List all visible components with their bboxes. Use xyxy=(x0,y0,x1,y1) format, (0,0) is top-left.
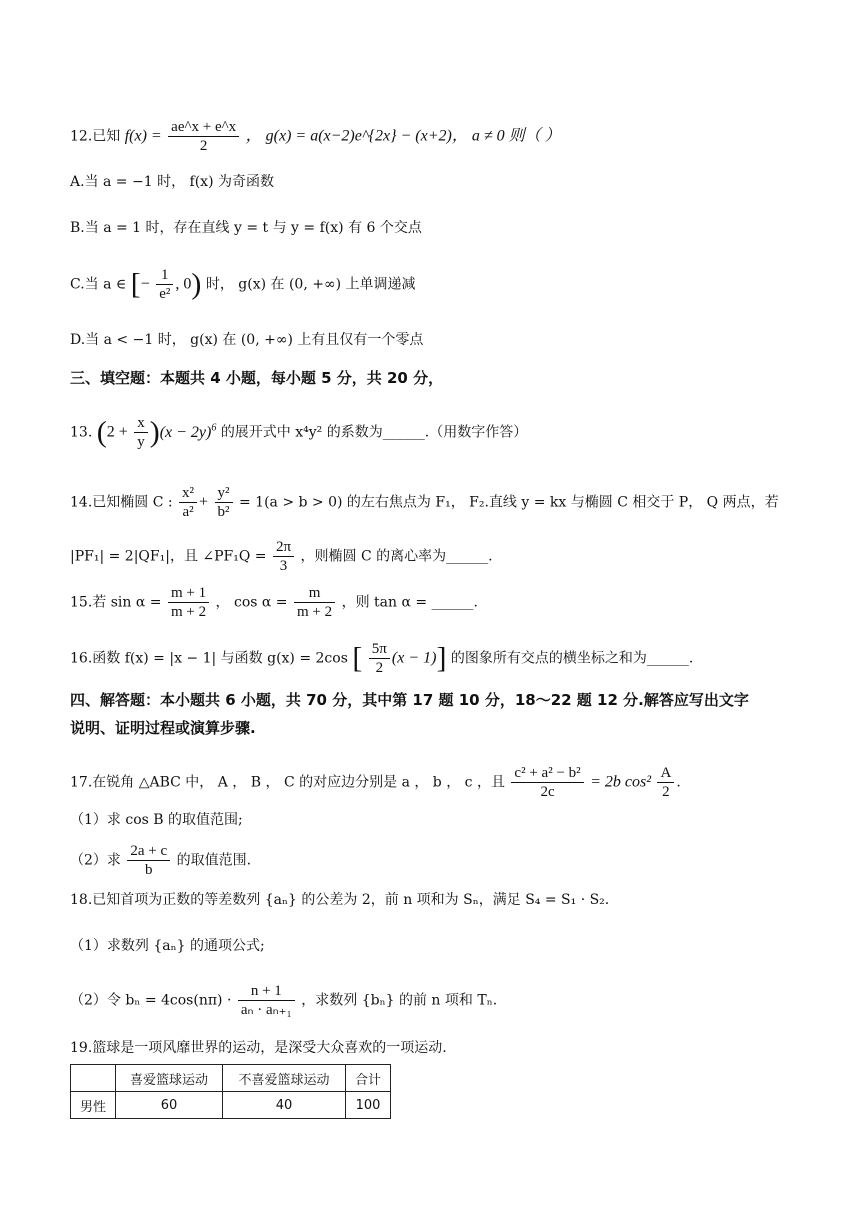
q17-pre: 17.在锐角 △ABC 中， A ， B ， C 的对应边分别是 a ， b ， c ，且 xyxy=(70,774,505,791)
q17-a-fraction xyxy=(657,764,674,801)
q17-a-num: A xyxy=(657,764,674,783)
q18-p2-den: aₙ · aₙ₊₁ xyxy=(240,1002,292,1018)
q14-angle-fraction xyxy=(273,538,294,575)
q18-part2 xyxy=(70,982,497,1019)
q18-p2-pre: （2）令 bₙ = 4cos(nπ) · xyxy=(70,992,232,1009)
q14-y-fraction xyxy=(215,484,233,521)
q17-fraction xyxy=(511,764,583,801)
table-header-row xyxy=(71,1065,391,1092)
q18-p2-num: n + 1 xyxy=(238,982,295,1001)
q12-c-pre: C.当 a ∈ xyxy=(70,276,127,293)
q14-post: = 1(a > b > 0) 的左右焦点为 F₁， F₂.直线 y = kx 与椭圆 C 相交于 P， Q 两点，若 xyxy=(238,494,779,511)
q16-inner: (x − 1) xyxy=(391,649,437,667)
table-cell: 100 xyxy=(346,1092,391,1119)
q12-f-denominator: 2 xyxy=(199,138,208,154)
q12-g-def: ， g(x) = a(x−2)e^{2x} − (x+2)， a ≠ 0 则（ ） xyxy=(245,127,561,145)
table-header-cell: 不喜爱篮球运动 xyxy=(223,1065,346,1092)
q13-tail: 的展开式中 x⁴y² 的系数为______.（用数字作答） xyxy=(220,424,528,441)
q14-y-num: y² xyxy=(215,484,233,503)
table-header-cell xyxy=(71,1065,116,1092)
q18-p2-fraction xyxy=(238,982,295,1019)
q12-option-a: A.当 a = −1 时， f(x) 为奇函数 xyxy=(70,174,274,190)
q12-stem xyxy=(70,118,561,155)
q16: 16.函数 f(x) = |x − 1| 与函数 g(x) = 2cos [ $\frac{5\pi}{2}$ (x − 1)] 的图象所有交点的横坐标之和为______. xyxy=(70,641,694,676)
q12-c-fraction xyxy=(156,266,173,303)
table-row xyxy=(71,1092,391,1119)
q17-p2-den: b xyxy=(145,862,153,878)
q15-sin-fraction xyxy=(168,584,209,621)
q19-table xyxy=(70,1064,391,1119)
q18-p2-post: ，求数列 {bₙ} 的前 n 项和 Tₙ. xyxy=(301,992,498,1009)
q14-pre: 14.已知椭圆 C : xyxy=(70,494,173,511)
q14-line1: 14.已知椭圆 C : $\frac{\text{x²}}{\text{a²}}$ + $\frac{\text{y²}}{\text{b²}}$ = 1(a > b > 0) 的左右焦点为 F₁， F₂.直线 y = kx 与椭圆 C 相交于 P， Q 两点，若 xyxy=(70,485,779,520)
table-cell: 60 xyxy=(116,1092,223,1119)
q16-num: 5π xyxy=(369,640,390,659)
q17-a-den: 2 xyxy=(662,784,670,800)
q16-pre: 16.函数 f(x) = |x − 1| 与函数 g(x) = 2cos xyxy=(70,650,348,667)
q17-den: 2c xyxy=(540,784,555,800)
table-cell: 男性 xyxy=(71,1092,116,1119)
q12-f-fraction xyxy=(168,118,239,155)
q18-part1: （1）求数列 {aₙ} 的通项公式; xyxy=(70,938,265,954)
q12-c-den: e² xyxy=(159,286,171,302)
section-4-heading-line1: 四、解答题：本小题共 6 小题，共 70 分，其中第 17 题 10 分，18～22 题 12 分.解答应写出文字 xyxy=(70,691,749,709)
q12-c-post: 时， g(x) 在 (0, +∞) 上单调递减 xyxy=(205,276,416,293)
q12-option-c: C.当 a ∈ [− $\frac{1}{\text{e²}}$ , 0) 时， g(x) 在 (0, +∞) 上单调递减 xyxy=(70,267,416,302)
q12-c-num: 1 xyxy=(156,266,173,285)
q15-post: ，则 tan α = ______. xyxy=(341,594,479,611)
section-4-heading-line2: 说明、证明过程或演算步骤. xyxy=(70,719,256,737)
q14-y-den: b² xyxy=(217,504,230,520)
q14-line2 xyxy=(70,538,493,575)
q17-p2-num: 2a + c xyxy=(127,842,170,861)
q13: 13. (2 + $\frac{x}{y}$ )$(x - 2y)^6$ 的展开式中 x⁴y² 的系数为______.（用数字作答） xyxy=(70,415,528,450)
q13-fraction xyxy=(134,414,148,451)
q18-stem: 18.已知首项为正数的等差数列 {aₙ} 的公差为 2，前 n 项和为 Sₙ，满足 S₄ = S₁ · S₂. xyxy=(70,892,610,908)
q14-angle-den: 3 xyxy=(279,558,288,574)
q15-cos-den: m + 2 xyxy=(296,604,333,620)
q17-p2-post: 的取值范围. xyxy=(176,852,252,869)
q15-mid: ， cos α = xyxy=(215,594,288,611)
q17-end: . xyxy=(676,774,681,791)
q15-cos-num: m xyxy=(294,584,335,603)
q14-x-num: x² xyxy=(179,484,197,503)
q15 xyxy=(70,584,478,621)
q12-option-d: D.当 a < −1 时， g(x) 在 (0, +∞) 上有且仅有一个零点 xyxy=(70,332,424,348)
q13-den: y xyxy=(137,434,145,450)
q17-p2-fraction xyxy=(127,842,170,879)
q14-angle-num: 2π xyxy=(273,538,294,557)
q12-f-numerator: ae^x + e^x xyxy=(168,118,239,137)
table-header-cell: 合计 xyxy=(346,1065,391,1092)
q17-part2 xyxy=(70,842,251,879)
q12-prefix: 12.已知 xyxy=(70,128,121,145)
section-3-heading: 三、填空题：本题共 4 小题，每小题 5 分，共 20 分， xyxy=(70,369,444,387)
q14-line2-post: ，则椭圆 C 的离心率为______. xyxy=(300,548,493,565)
table-header-cell: 喜爱篮球运动 xyxy=(116,1065,223,1092)
q17-num: c² + a² − b² xyxy=(511,764,583,783)
q17-mid: = 2b cos² xyxy=(590,773,652,791)
table-cell: 40 xyxy=(223,1092,346,1119)
q14-x-den: a² xyxy=(182,504,194,520)
q16-den: 2 xyxy=(375,660,384,676)
q14-x-fraction xyxy=(179,484,197,521)
q15-cos-fraction xyxy=(294,584,335,621)
q13-prefix: 13. xyxy=(70,424,93,441)
q17-stem xyxy=(70,764,681,801)
q19-stem: 19.篮球是一项风靡世界的运动，是深受大众喜欢的一项运动. xyxy=(70,1040,447,1056)
q13-num: x xyxy=(134,414,148,433)
q17-part1: （1）求 cos B 的取值范围; xyxy=(70,812,243,828)
q14-line2-pre: |PF₁| = 2|QF₁|，且 ∠PF₁Q = xyxy=(70,548,267,565)
q15-pre: 15.若 sin α = xyxy=(70,594,162,611)
q15-sin-den: m + 2 xyxy=(170,604,207,620)
q16-fraction xyxy=(369,640,390,677)
q16-post: 的图象所有交点的横坐标之和为______. xyxy=(450,650,694,667)
q12-f-def: f(x) = xyxy=(124,127,162,145)
q15-sin-num: m + 1 xyxy=(168,584,209,603)
q17-p2-pre: （2）求 xyxy=(70,852,121,869)
q12-option-b: B.当 a = 1 时，存在直线 y = t 与 y = f(x) 有 6 个交点 xyxy=(70,220,422,236)
